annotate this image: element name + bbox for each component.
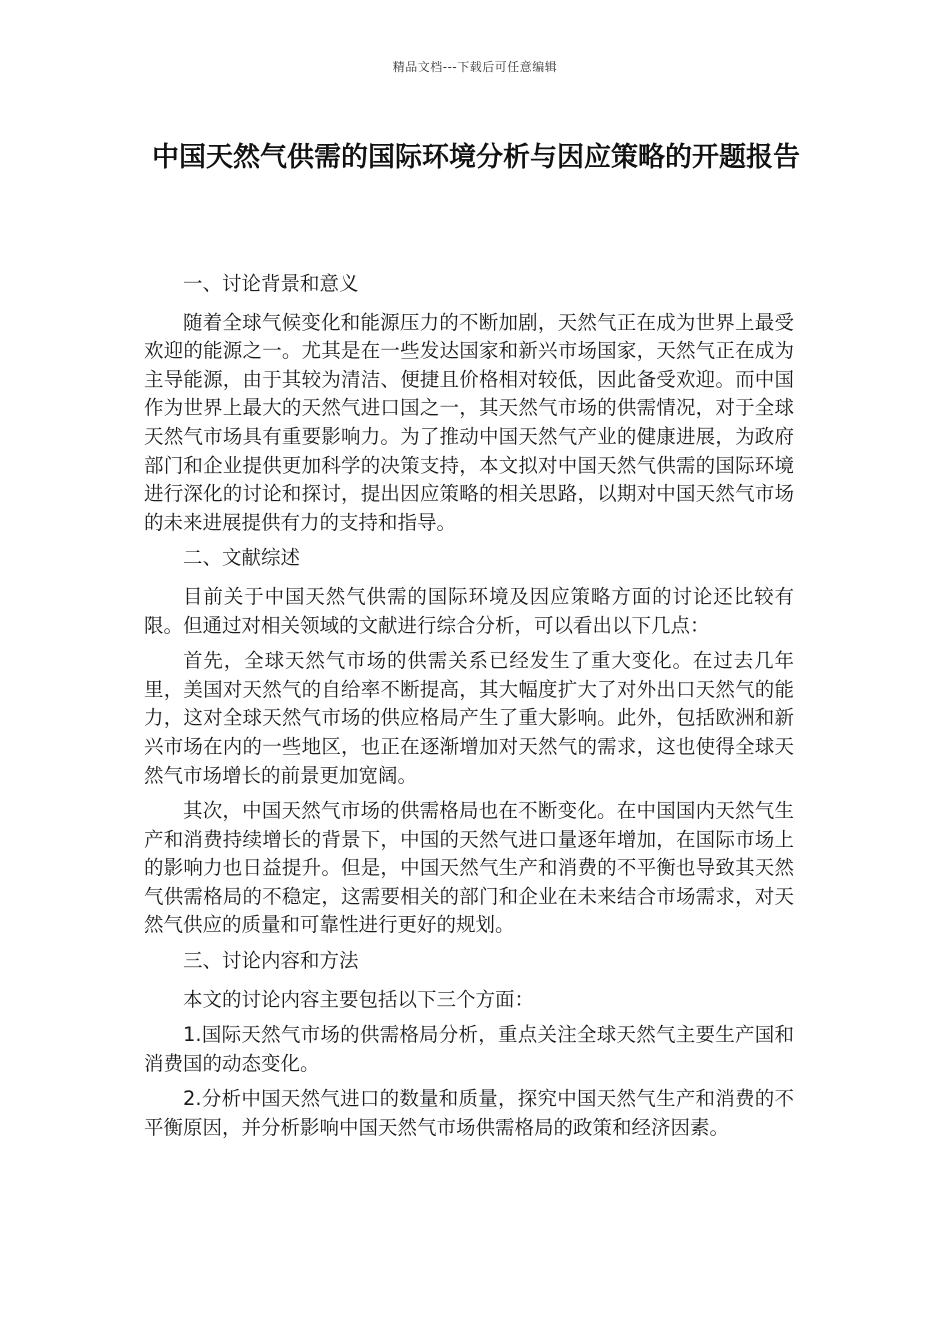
paragraph-methods-intro: 本文的讨论内容主要包括以下三个方面： [183, 987, 535, 1011]
paragraph-background: 随着全球气候变化和能源压力的不断加剧，天然气正在成为世界上最受欢迎的能源之一。尤其是在一些发达国家和新兴市场国家，天然气正在成为主导能源，由于其较为清洁、便捷且价格相对较低，因此备受欢迎。而中国作为世界上最大的天然气进口国之一，其天然气市场的供需情况，对于全球天然气市场具有重要影响力。为了推动中国天然气产业的健康进展，为政府部门和企业提供更加科学的决策支持，本文拟对中国天然气供需的国际环境进行深化的讨论和探讨，提出因应策略的相关思路，以期对中国天然气市场的未来进展提供有力的支持和指导。 [144, 310, 794, 534]
section-heading-literature: 二、文献综述 [183, 546, 301, 570]
list-item-1: 1.国际天然气市场的供需格局分析，重点关注全球天然气主要生产国和消费国的动态变化。 [144, 1023, 794, 1075]
document-title: 中国天然气供需的国际环境分析与因应策略的开题报告 [152, 142, 800, 173]
list-item-2: 2.分析中国天然气进口的数量和质量，探究中国天然气生产和消费的不平衡原因，并分析影响中国天然气市场供需格局的政策和经济因素。 [144, 1087, 794, 1140]
paragraph-literature-intro: 目前关于中国天然气供需的国际环境及因应策略方面的讨论还比较有限。但通过对相关领域的文献进行综合分析，可以看出以下几点： [144, 584, 794, 637]
paragraph-literature-first: 首先，全球天然气市场的供需关系已经发生了重大变化。在过去几年里，美国对天然气的自给率不断提高，其大幅度扩大了对外出口天然气的能力，这对全球天然气市场的供应格局产生了重大影响。此外，包括欧洲和新兴市场在内的一些地区，也正在逐渐增加对天然气的需求，这也使得全球天然气市场增长的前景更加宽阔。 [144, 649, 794, 787]
section-heading-methods: 三、讨论内容和方法 [183, 949, 359, 973]
header-note: 精品文档---下载后可任意编辑 [392, 60, 558, 74]
paragraph-literature-second: 其次，中国天然气市场的供需格局也在不断变化。在中国国内天然气生产和消费持续增长的背景下，中国的天然气进口量逐年增加，在国际市场上的影响力也日益提升。但是，中国天然气生产和消费的不平衡也导致其天然气供需格局的不稳定，这需要相关的部门和企业在未来结合市场需求，对天然气供应的质量和可靠性进行更好的规划。 [144, 799, 794, 937]
document-body [144, 270, 794, 1150]
section-heading-background: 一、讨论背景和意义 [183, 272, 359, 295]
